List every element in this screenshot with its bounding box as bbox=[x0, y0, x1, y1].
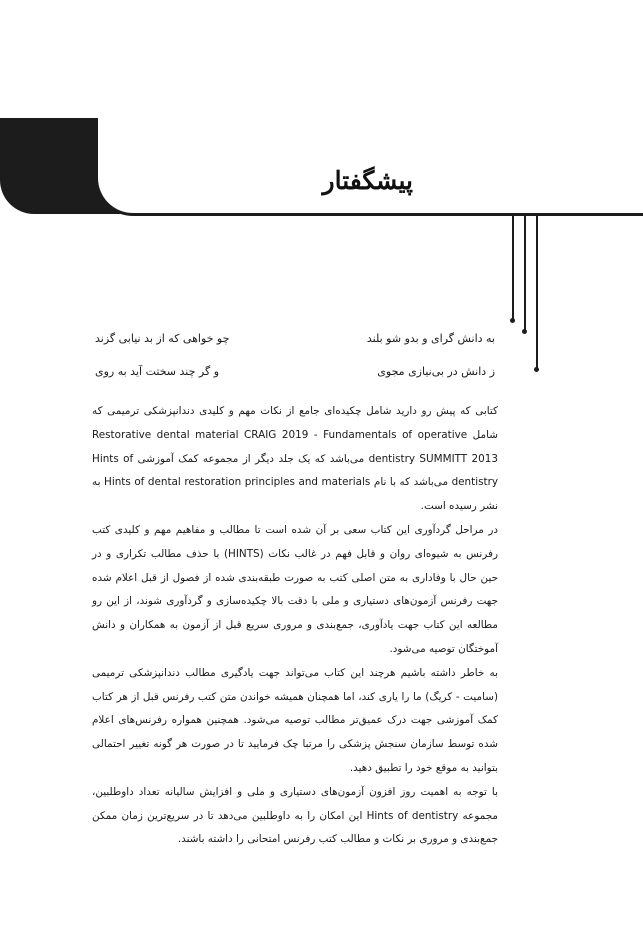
decor-line-1 bbox=[512, 215, 514, 321]
paragraph: به خاطر داشته باشیم هرچند این کتاب می‌تواند جهت یادگیری مطالب دندانپزشکی ترمیمی (سامیت - کریگ) ما را یاری کند، اما همچنان همیشه خواندن متن کتب رفرنس قبل از هر کتاب کمک آموزشی جهت درک عمیق‌تر مطالب توصیه می‌شود. همچنین همواره رفرنس‌های اعلام شده توسط سازمان سنجش پزشکی را مرتبا چک فرمایید تا در صورت هر گونه تغییر احتمالی بتوانید به موقع خود را تطبیق دهید. bbox=[92, 666, 498, 774]
decor-dot-1 bbox=[510, 318, 515, 323]
decor-dot-3 bbox=[534, 367, 539, 372]
decor-dot-2 bbox=[522, 329, 527, 334]
poem-hemistich: و گر چند سختت آید به روی bbox=[95, 365, 220, 378]
decor-line-3 bbox=[536, 215, 538, 370]
poem-line-2 bbox=[95, 365, 495, 381]
poem-line-1 bbox=[95, 332, 495, 348]
page-title: پیشگفتار bbox=[322, 166, 413, 195]
body-text bbox=[92, 400, 498, 852]
poem-hemistich: ز دانش در بی‌نیازی مجوی bbox=[377, 365, 495, 378]
paragraph: کتابی که پیش رو دارید شامل چکیده‌ای جامع از نکات مهم و کلیدی دندانپزشکی ترمیمی که شامل Restorative dental material CRAIG 2019 - Fundamentals of operative dentistry SUMMITT 2013 می‌باشد که یک جلد دیگر از مجموعه کمک آموزشی Hints of dentistry می‌باشد که با نام Hints of dental restoration principles and materials به نشر رسیده است. bbox=[92, 405, 499, 513]
poem-hemistich: به دانش گرای و بدو شو بلند bbox=[366, 332, 495, 345]
paragraph: در مراحل گردآوری این کتاب سعی بر آن شده است تا مطالب و مفاهیم مهم و کلیدی کتب رفرنس به شیوه‌ای روان و قابل فهم در غالب نکات (HINTS) با حذف مطالب تکراری و در حین حال با وفاداری به متن اصلی کتب به صورت طبقه‌بندی شده از فصول از قبل اعلام شده جهت رفرنس آزمون‌های دستیاری و ملی با دقت بالا چکیده‌سازی و گردآوری شوند، از این رو مطالعه این کتاب جهت یادآوری، جمع‌بندی و مروری سریع قبل از آزمون به همکاران و دانش آموختگان توصیه می‌شود. bbox=[92, 523, 499, 655]
paragraph: با توجه به اهمیت روز افزون آزمون‌های دستیاری و ملی و افزایش سالیانه تعداد داوطلبین، مجموعه Hints of dentistry این امکان را به داوطلبین می‌دهد تا در سریع‌ترین زمان ممکن جمع‌بندی و مروری بر نکات و مطالب کتب رفرنس امتحانی را داشته باشند. bbox=[92, 785, 498, 846]
decor-line-2 bbox=[524, 215, 526, 332]
poem-hemistich: چو خواهی که از بد نیابی گزند bbox=[95, 332, 230, 345]
